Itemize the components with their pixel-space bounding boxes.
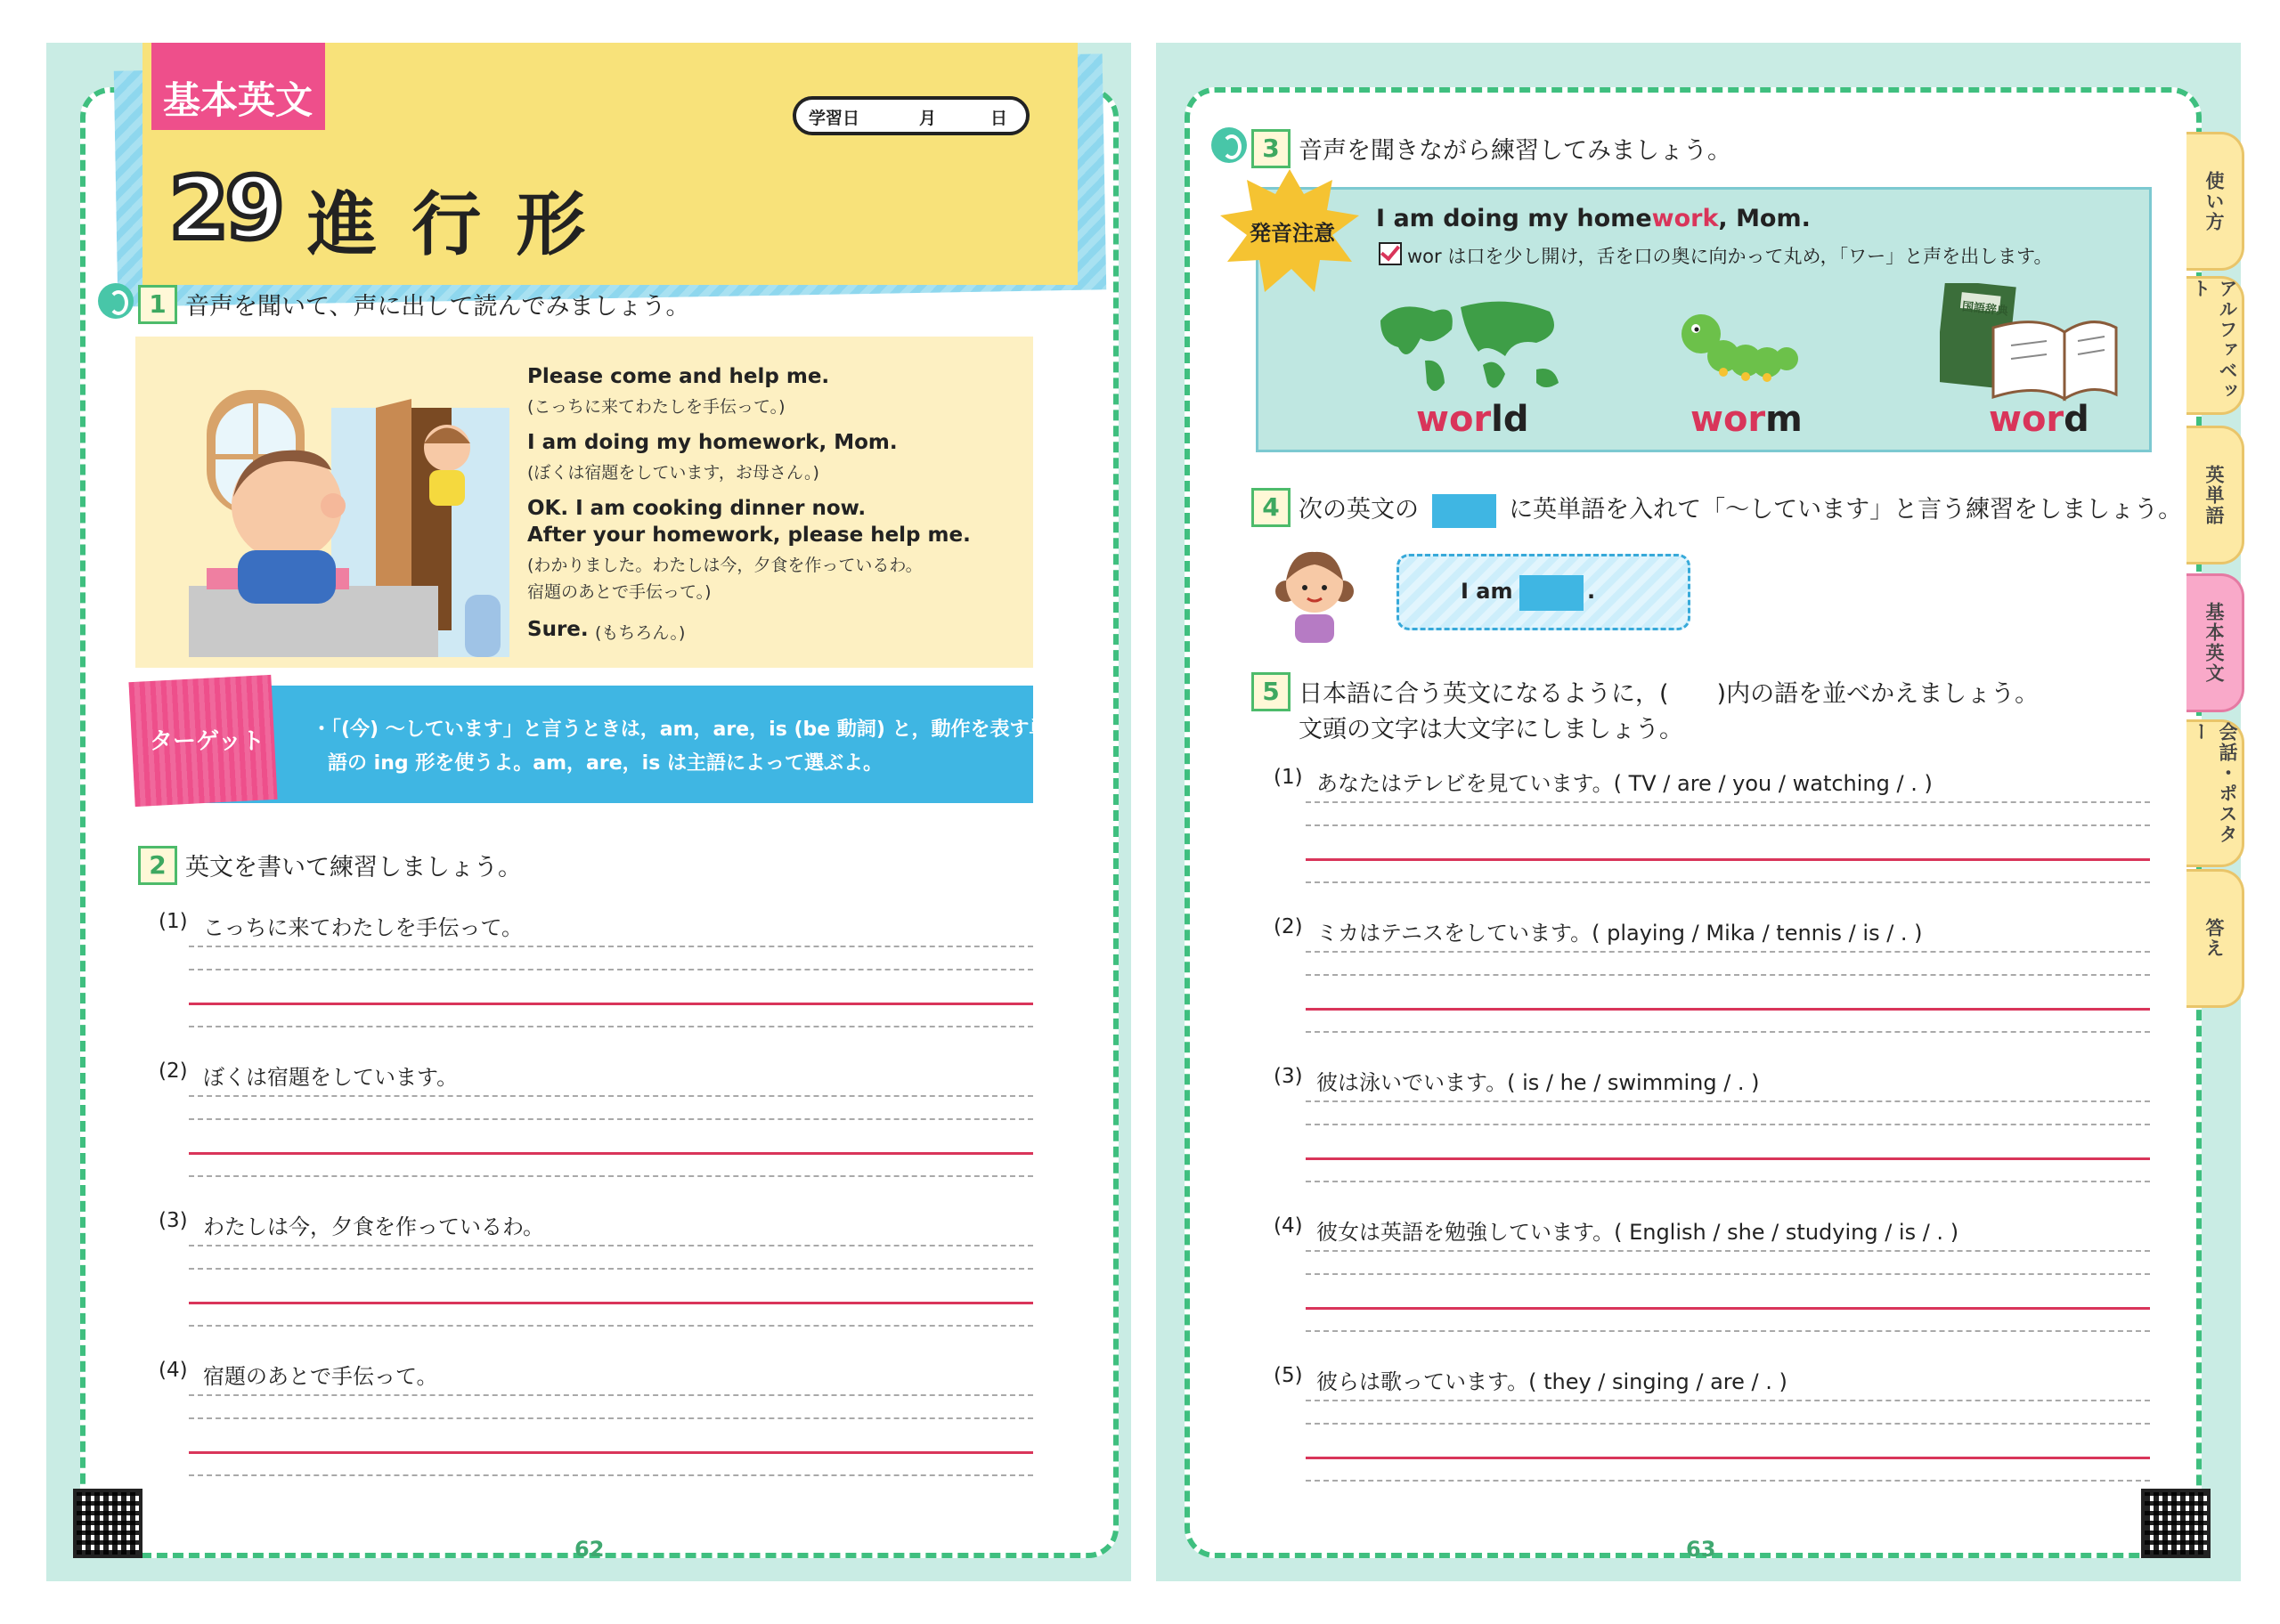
question-text: 彼女は英語を勉強しています。( English / she / studying / is / . )	[1316, 1220, 1959, 1245]
writing-guideline[interactable]	[1306, 1181, 2150, 1182]
writing-guideline[interactable]	[1306, 881, 2150, 883]
tab-label: 答え	[2203, 918, 2225, 959]
writing-guideline[interactable]	[189, 1394, 1033, 1396]
word-word-rest: d	[2064, 399, 2089, 440]
date-box	[793, 96, 1030, 135]
tab-label: 使い方	[2203, 170, 2225, 232]
question-number: (2)	[159, 1060, 188, 1083]
section1-title: 音声を聞いて、声に出して読んでみましょう。	[185, 293, 690, 321]
question-number: (2)	[1274, 915, 1303, 938]
writing-guideline[interactable]	[1306, 1100, 2150, 1102]
tab-label: 英単語	[2203, 464, 2225, 526]
writing-guideline[interactable]	[1306, 1400, 2150, 1401]
day-label: 日	[990, 109, 1008, 128]
word-world-rest: ld	[1491, 399, 1529, 440]
question-text: 彼は泳いでいます。( is / he / swimming / . )	[1316, 1070, 1760, 1095]
pronunciation-note: wor は口を少し開け，舌を口の奥に向かって丸め，「ワー」と声を出します。	[1407, 246, 2053, 267]
category-label: 基本英文	[163, 78, 314, 122]
section4-title	[1299, 490, 2182, 528]
tab-3[interactable]	[2186, 426, 2244, 564]
word-world-highlight: wor	[1416, 399, 1492, 440]
sentence-part-1: I am doing my home	[1376, 205, 1652, 232]
date-label: 学習日	[809, 109, 860, 128]
question-text: ミカはテニスをしています。( playing / Mika / tennis / is / . )	[1316, 921, 1923, 946]
section3-number: 3	[1251, 129, 1291, 168]
writing-guideline[interactable]	[1306, 1273, 2150, 1275]
writing-baseline[interactable]	[1306, 858, 2150, 861]
writing-guideline[interactable]	[189, 1325, 1033, 1327]
word-worm-highlight: wor	[1690, 399, 1766, 440]
writing-guideline[interactable]	[1306, 1250, 2150, 1252]
writing-guideline[interactable]	[189, 1095, 1033, 1097]
word-world	[1416, 399, 1529, 440]
lesson-title: 進 行 形	[307, 185, 591, 265]
dialog-ja-4: (もちろん。)	[595, 623, 686, 643]
tab-label: 会話・ポスター	[2190, 722, 2238, 845]
section5-number: 5	[1251, 672, 1291, 711]
writing-guideline[interactable]	[189, 1474, 1033, 1476]
question-number: (1)	[159, 910, 188, 933]
word-worm	[1690, 399, 1803, 440]
writing-guideline[interactable]	[189, 1175, 1033, 1177]
worm-icon	[1674, 307, 1799, 396]
writing-baseline[interactable]	[1306, 1157, 2150, 1160]
dialog-en-3: OK. I am cooking dinner now.	[527, 497, 867, 520]
left-qr-code[interactable]	[73, 1489, 142, 1558]
writing-baseline[interactable]	[1306, 1307, 2150, 1310]
writing-guideline[interactable]	[1306, 801, 2150, 803]
sentence-part-2: , Mom.	[1718, 205, 1811, 232]
writing-guideline[interactable]	[1306, 974, 2150, 976]
target-label: ターゲット	[150, 728, 265, 755]
writing-guideline[interactable]	[1306, 1423, 2150, 1425]
writing-guideline[interactable]	[189, 946, 1033, 947]
section4-blank	[1432, 494, 1496, 528]
dialog-ja-1: (こっちに来てわたしを手伝って。)	[527, 397, 786, 417]
section4-title-post: に英単語を入れて「～しています」と言う練習をしましょう。	[1509, 496, 2183, 524]
checkbox-icon	[1379, 242, 1402, 265]
question-number: (1)	[1274, 766, 1303, 789]
dialog-en-2: I am doing my homework, Mom.	[527, 431, 898, 454]
dialog-ja-3b: 宿題のあとで手伝って。)	[527, 582, 712, 602]
writing-guideline[interactable]	[1306, 951, 2150, 953]
dialog-en-3b: After your homework, please help me.	[527, 524, 971, 547]
section4-number: 4	[1251, 488, 1291, 527]
speech-bubble-text: I am	[1461, 579, 1513, 604]
writing-guideline[interactable]	[1306, 1124, 2150, 1125]
question-text: 宿題のあとで手伝って。	[203, 1364, 438, 1389]
word-worm-rest: m	[1765, 399, 1803, 440]
target-text-1: ・「(今) ～しています」と言うときは，am，are，is (be 動詞) と，動作を表す単	[312, 719, 1049, 741]
sentence-highlight: work	[1651, 205, 1719, 232]
writing-guideline[interactable]	[189, 1118, 1033, 1120]
speech-bubble-period: .	[1587, 579, 1596, 604]
dictionary-label: 国語辞典	[1961, 300, 2009, 319]
writing-guideline[interactable]	[189, 1268, 1033, 1270]
lesson-number: 29	[169, 158, 281, 258]
writing-baseline[interactable]	[189, 1152, 1033, 1155]
writing-baseline[interactable]	[1306, 1457, 2150, 1459]
world-map-icon	[1372, 294, 1568, 401]
question-number: (3)	[159, 1209, 188, 1232]
writing-guideline[interactable]	[1306, 1031, 2150, 1033]
section2-number: 2	[138, 846, 177, 885]
dialog-ja-3: (わかりました。わたしは今，夕食を作っているわ。	[527, 556, 923, 575]
writing-guideline[interactable]	[1306, 1330, 2150, 1332]
writing-guideline[interactable]	[1306, 1480, 2150, 1482]
section2-title: 英文を書いて練習しましょう。	[185, 854, 522, 881]
writing-guideline[interactable]	[1306, 824, 2150, 826]
question-text: こっちに来てわたしを手伝って。	[203, 915, 524, 940]
tab-label: アルファベット	[2190, 279, 2238, 402]
pronunciation-sentence	[1376, 205, 1811, 232]
dialog-en-4: Sure.	[527, 618, 589, 641]
dialog-en-1: Please come and help me.	[527, 365, 830, 388]
writing-guideline[interactable]	[189, 1417, 1033, 1419]
tab-6[interactable]	[2186, 869, 2244, 1008]
question-number: (4)	[159, 1359, 188, 1382]
left-page-number: 62	[574, 1537, 605, 1562]
speech-bubble-blank	[1519, 575, 1584, 611]
question-text: 彼らは歌っています。( they / singing / are / . )	[1316, 1369, 1787, 1394]
audio-icon[interactable]	[98, 283, 134, 319]
section5-title-2: 文頭の文字は大文字にしましょう。	[1299, 716, 1683, 743]
girl-avatar	[1274, 545, 1356, 643]
section5-title-1: 日本語に合う英文になるように，( )内の語を並べかえましょう。	[1299, 680, 2040, 708]
right-qr-code[interactable]	[2141, 1489, 2211, 1558]
writing-baseline[interactable]	[189, 1003, 1033, 1005]
writing-guideline[interactable]	[189, 969, 1033, 970]
word-word-highlight: wor	[1989, 399, 2064, 440]
question-number: (5)	[1274, 1364, 1303, 1387]
dialog-box	[135, 337, 1033, 668]
writing-baseline[interactable]	[1306, 1008, 2150, 1011]
question-text: ぼくは宿題をしています。	[203, 1065, 459, 1090]
right-page-number: 63	[1686, 1537, 1716, 1562]
tab-label: 基本英文	[2203, 602, 2225, 684]
boy-studying-illustration	[189, 372, 536, 657]
writing-baseline[interactable]	[189, 1302, 1033, 1304]
question-text: あなたはテレビを見ています。( TV / are / you / watching / . )	[1316, 771, 1933, 796]
month-label: 月	[919, 109, 937, 128]
section3-title: 音声を聞きながら練習してみましょう。	[1299, 137, 1731, 165]
question-number: (4)	[1274, 1214, 1303, 1238]
tab-5[interactable]	[2186, 719, 2244, 867]
target-text-2: 語の ing 形を使うよ。am，are，is は主語によって選ぶよ。	[328, 752, 883, 775]
question-number: (3)	[1274, 1065, 1303, 1088]
section4-title-pre: 次の英文の	[1299, 496, 1419, 524]
audio-icon-right[interactable]	[1211, 127, 1247, 163]
writing-guideline[interactable]	[189, 1026, 1033, 1027]
tab-2[interactable]	[2186, 276, 2244, 415]
writing-guideline[interactable]	[189, 1245, 1033, 1246]
question-text: わたしは今，夕食を作っているわ。	[203, 1214, 545, 1239]
word-word	[1989, 399, 2089, 440]
writing-baseline[interactable]	[189, 1451, 1033, 1454]
dialog-ja-2: (ぼくは宿題をしています，お母さん。)	[527, 463, 819, 483]
tab-4[interactable]	[2186, 573, 2244, 712]
tab-1[interactable]	[2186, 132, 2244, 271]
pronunciation-badge: 発音注意	[1250, 221, 1335, 246]
section1-number: 1	[138, 285, 177, 324]
